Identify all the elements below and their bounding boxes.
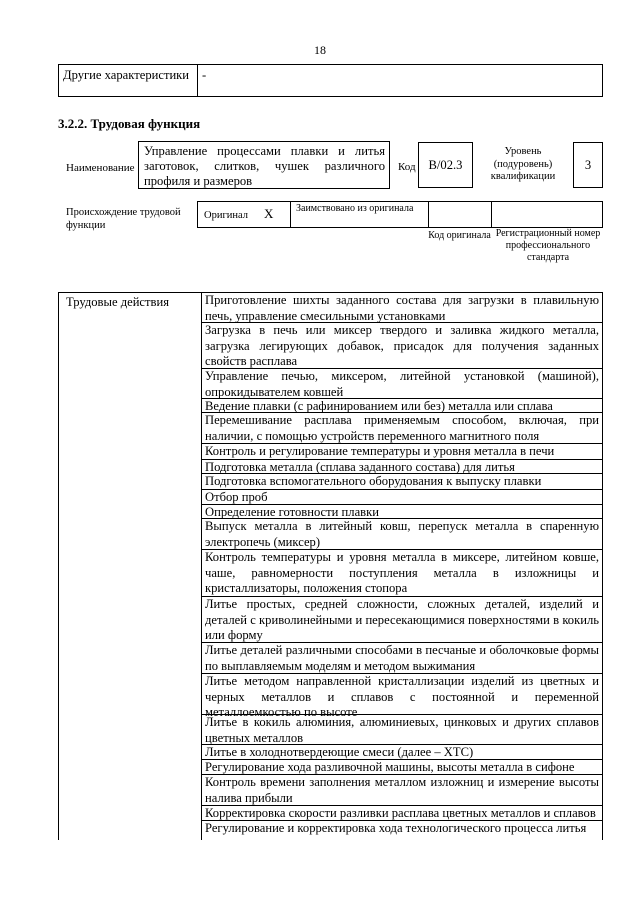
other-characteristics-value: - [202,68,207,82]
action-item: Отбор проб [202,490,602,505]
action-item: Литье методом направленной кристаллизации изделий из цветных и черных металлов и сплавов с постоянной и переменной металлоемкостью по высоте [202,674,602,715]
action-item: Подготовка металла (сплава заданного состава) для литья [202,460,602,474]
action-item: Контроль температуры и уровня металла в миксере, литейном ковше, чаше, равномерности поступления металла в изложницы и кристаллизаторы, положения стопора [202,550,602,597]
action-item: Корректировка скорости разливки расплава цветных металлов и сплавов [202,806,602,821]
action-item: Приготовление шихты заданного состава для загрузки в плавильную печь, управление смесильными установками [202,293,602,323]
action-item: Загрузка в печь или миксер твердого и заливка жидкого металла, загрузка легирующих добавок, присадок для получения заданных свойств расплава [202,323,602,369]
borrowed-label: Заимствовано из оригинала [296,203,414,214]
action-item: Контроль времени заполнения металлом изложниц и измерение высоты налива прибыли [202,775,602,806]
code-box [418,142,473,188]
level-box [573,142,603,188]
action-item: Управление печью, миксером, литейной установкой (машиной), опрокидывателем ковшей [202,369,602,399]
section-title: 3.2.2. Трудовая функция [58,116,201,131]
function-name-value: Управление процессами плавки и литья заготовок, слитков, чушек различного профиля и размеров [144,144,385,188]
action-item: Подготовка вспомогательного оборудования к выпуску плавки [202,474,602,490]
action-item: Контроль и регулирование температуры и уровня металла в печи [202,444,602,460]
level-label: Уровень (подуровень) квалификации [490,146,556,182]
reg-number-caption: Регистрационный номер профессионального стандарта [495,228,601,263]
action-item: Ведение плавки (с рафинированием или без) металла или сплава [202,399,602,413]
action-item: Литье в кокиль алюминия, алюминиевых, цинковых и других сплавов цветных металлов [202,715,602,745]
name-label: Наименование [66,162,135,174]
other-characteristics-label: Другие характеристики [63,68,190,82]
original-mark: X [264,206,274,221]
other-characteristics-divider [197,65,198,96]
action-item: Регулирование и корректировка хода технологического процесса литья [205,821,587,835]
origin-label: Происхождение трудовой функции [66,207,181,231]
code-original-caption: Код оригинала [428,230,491,241]
original-label: Оригинал [204,210,248,221]
action-item: Определение готовности плавки [202,505,602,519]
other-characteristics-table [58,64,603,97]
action-item: Литье в холоднотвердеющие смеси (далее – ХТС) [202,745,602,760]
origin-divider-3 [491,202,492,227]
action-item: Регулирование хода разливочной машины, высоты металла в сифоне [202,760,602,775]
origin-divider-2 [428,202,429,227]
origin-divider-1 [290,202,291,227]
level-value: 3 [584,158,592,172]
actions-label: Трудовые действия [66,295,170,309]
action-item: Перемешивание расплава применяемым способом, включая, при наличии, с помощью устройств переменного магнитного поля [202,413,602,444]
action-item: Выпуск металла в литейный ковш, перепуск металла в спаренную электропечь (миксер) [202,519,602,550]
page-number: 18 [314,43,326,57]
code-value: B/02.3 [428,158,463,172]
code-label: Код [398,161,416,173]
action-item: Литье деталей различными способами в песчаные и оболочковые формы по выплавляемым моделям и методом выжимания [202,643,602,674]
origin-table [197,201,603,228]
function-name-box [138,141,390,189]
action-item: Литье простых, средней сложности, сложных деталей, изделий и деталей с криволинейными и пересекающимися поверхностями в кокиль или форму [202,597,602,643]
